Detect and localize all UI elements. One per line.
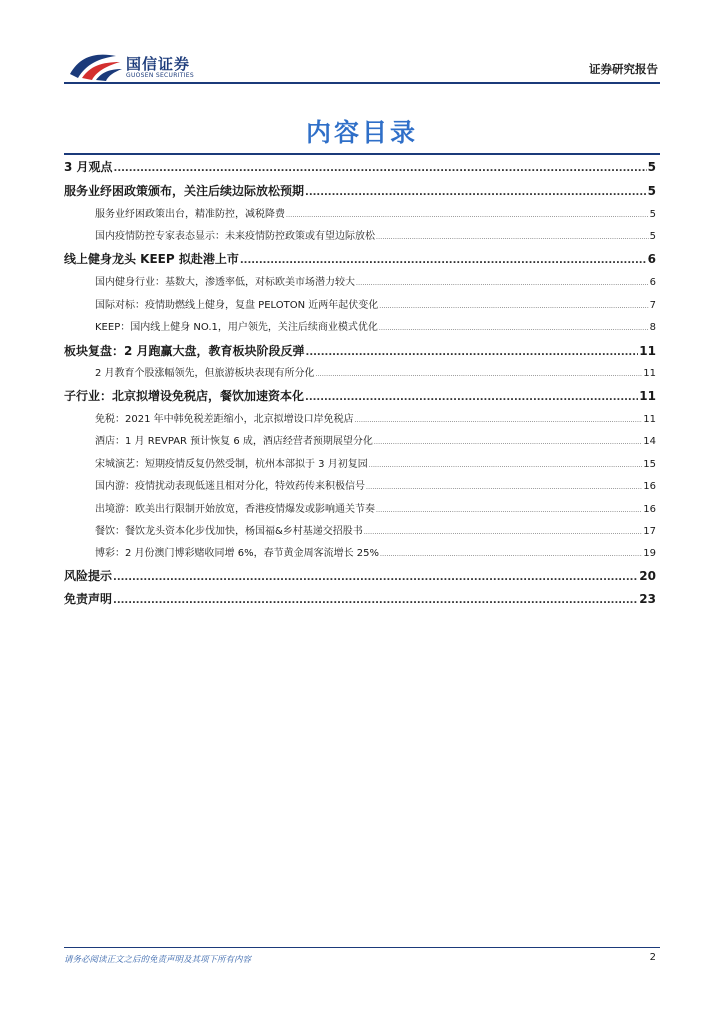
toc-entry-page: 14 xyxy=(643,436,656,447)
toc-entry-title: 出境游：欧美出行限制开始放宽，香港疫情爆发或影响通关节奏 xyxy=(95,504,375,515)
toc-entry-page: 19 xyxy=(643,548,656,559)
toc-entry-title: 酒店：1 月 REVPAR 预计恢复 6 成，酒店经营者预期展望分化 xyxy=(95,436,373,447)
toc-entry-subsection[interactable] xyxy=(95,522,656,537)
toc-entry-page: 5 xyxy=(649,209,656,220)
toc-entry-section[interactable] xyxy=(64,567,656,584)
logo-english-name: GUOSEN SECURITIES xyxy=(126,72,195,79)
toc-entry-title: 3 月观点 xyxy=(64,160,113,174)
toc-entry-title: 国内疫情防控专家表态显示：未来疫情防控政策或有望边际放松 xyxy=(95,231,375,242)
toc-entry-title: 博彩：2 月份澳门博彩赌收同增 6%，春节黄金周客流增长 25% xyxy=(95,548,379,559)
toc-dot-leader xyxy=(114,163,647,174)
toc-entry-page: 11 xyxy=(639,344,656,358)
toc-entry-title: 服务业纾困政策出台，精准防控，减税降费 xyxy=(95,209,285,220)
toc-dot-leader xyxy=(286,212,649,219)
toc-entry-section[interactable] xyxy=(64,590,656,607)
toc-entry-page: 23 xyxy=(639,592,656,606)
toc-entry-title: 风险提示 xyxy=(64,569,113,583)
toc-dot-leader xyxy=(356,280,649,287)
toc-entry-page: 7 xyxy=(649,300,656,311)
toc-entry-page: 16 xyxy=(643,504,656,515)
toc-entry-title: 国内健身行业：基数大，渗透率低，对标欧美市场潜力较大 xyxy=(95,277,355,288)
toc-dot-leader xyxy=(376,507,642,514)
page-title: 内容目录 xyxy=(305,118,418,147)
toc-entry-page: 11 xyxy=(643,414,656,425)
toc-entry-page: 20 xyxy=(639,569,656,583)
toc-entry-subsection[interactable] xyxy=(95,364,656,379)
page-header xyxy=(66,50,658,86)
toc-dot-leader xyxy=(113,572,638,583)
toc-entry-subsection[interactable] xyxy=(95,500,656,515)
toc-dot-leader xyxy=(379,325,649,332)
header-divider xyxy=(64,82,660,84)
title-divider xyxy=(64,153,660,155)
toc-entry-title: 餐饮：餐饮龙头资本化步伐加快，杨国福&乡村基递交招股书 xyxy=(95,526,363,537)
toc-entry-page: 11 xyxy=(639,389,656,403)
toc-entry-subsection[interactable] xyxy=(95,296,656,311)
toc-dot-leader xyxy=(379,303,648,310)
toc-dot-leader xyxy=(374,439,642,446)
toc-entry-title: 国内游：疫情扰动表现低迷且相对分化，特效药传来积极信号 xyxy=(95,481,365,492)
toc-dot-leader xyxy=(306,347,639,358)
toc-dot-leader xyxy=(376,234,649,241)
toc-entry-page: 17 xyxy=(643,526,656,537)
toc-entry-subsection[interactable] xyxy=(95,544,656,559)
toc-entry-subsection[interactable] xyxy=(95,455,656,470)
toc-entry-page: 11 xyxy=(643,368,656,379)
toc-entry-page: 15 xyxy=(643,459,656,470)
toc-entry-subsection[interactable] xyxy=(95,205,656,220)
toc-entry-section[interactable] xyxy=(64,182,656,199)
toc-entry-page: 5 xyxy=(647,160,656,174)
guosen-logo-icon xyxy=(66,50,124,82)
toc-dot-leader xyxy=(316,371,643,378)
report-type-label: 证券研究报告 xyxy=(589,62,658,76)
toc-entry-subsection[interactable] xyxy=(95,432,656,447)
toc-entry-section[interactable] xyxy=(64,387,656,404)
toc-entry-page: 6 xyxy=(649,277,656,288)
toc-dot-leader xyxy=(380,551,642,558)
toc-entry-page: 5 xyxy=(647,184,656,198)
logo-chinese-name: 国信证券 xyxy=(126,55,191,73)
toc-entry-page: 8 xyxy=(649,322,656,333)
toc-entry-title: 2 月教育个股涨幅领先，但旅游板块表现有所分化 xyxy=(95,368,315,379)
toc-entry-section[interactable] xyxy=(64,158,656,175)
toc-entry-subsection[interactable] xyxy=(95,318,656,333)
toc-dot-leader xyxy=(366,484,642,491)
toc-dot-leader xyxy=(305,392,638,403)
toc-dot-leader xyxy=(369,462,643,469)
toc-entry-section[interactable] xyxy=(64,342,656,359)
toc-entry-title: 线上健身龙头 KEEP 拟赴港上市 xyxy=(64,252,239,266)
toc-dot-leader xyxy=(364,529,642,536)
toc-dot-leader xyxy=(355,417,643,424)
toc-entry-subsection[interactable] xyxy=(95,410,656,425)
toc-entry-title: 板块复盘：2 月跑赢大盘，教育板块阶段反弹 xyxy=(64,344,305,358)
toc-entry-subsection[interactable] xyxy=(95,273,656,288)
toc-dot-leader xyxy=(240,255,647,266)
toc-entry-title: 免税：2021 年中韩免税差距缩小，北京拟增设口岸免税店 xyxy=(95,414,354,425)
footer-divider xyxy=(64,947,660,948)
toc-entry-page: 6 xyxy=(647,252,656,266)
toc-entry-title: 子行业：北京拟增设免税店，餐饮加速资本化 xyxy=(64,389,305,403)
toc-entry-subsection[interactable] xyxy=(95,477,656,492)
page-number: 2 xyxy=(649,952,656,963)
toc-entry-page: 16 xyxy=(643,481,656,492)
toc-dot-leader xyxy=(305,187,647,198)
toc-entry-title: KEEP：国内线上健身 NO.1，用户领先，关注后续商业模式优化 xyxy=(95,322,378,333)
toc-entry-title: 服务业纾困政策颁布，关注后续边际放松预期 xyxy=(64,184,305,198)
toc-entry-title: 国际对标：疫情助燃线上健身，复盘 PELOTON 近两年起伏变化 xyxy=(95,300,379,311)
toc-entry-title: 宋城演艺：短期疫情反复仍然受制，杭州本部拟于 3 月初复园 xyxy=(95,459,368,470)
toc-entry-subsection[interactable] xyxy=(95,227,656,242)
footer-disclaimer: 请务必阅读正文之后的免责声明及其项下所有内容 xyxy=(64,955,252,965)
company-logo xyxy=(66,50,216,86)
toc-entry-section[interactable] xyxy=(64,250,656,267)
toc-entry-title: 免责声明 xyxy=(64,592,113,606)
toc-entry-page: 5 xyxy=(649,231,656,242)
toc-dot-leader xyxy=(113,595,638,606)
